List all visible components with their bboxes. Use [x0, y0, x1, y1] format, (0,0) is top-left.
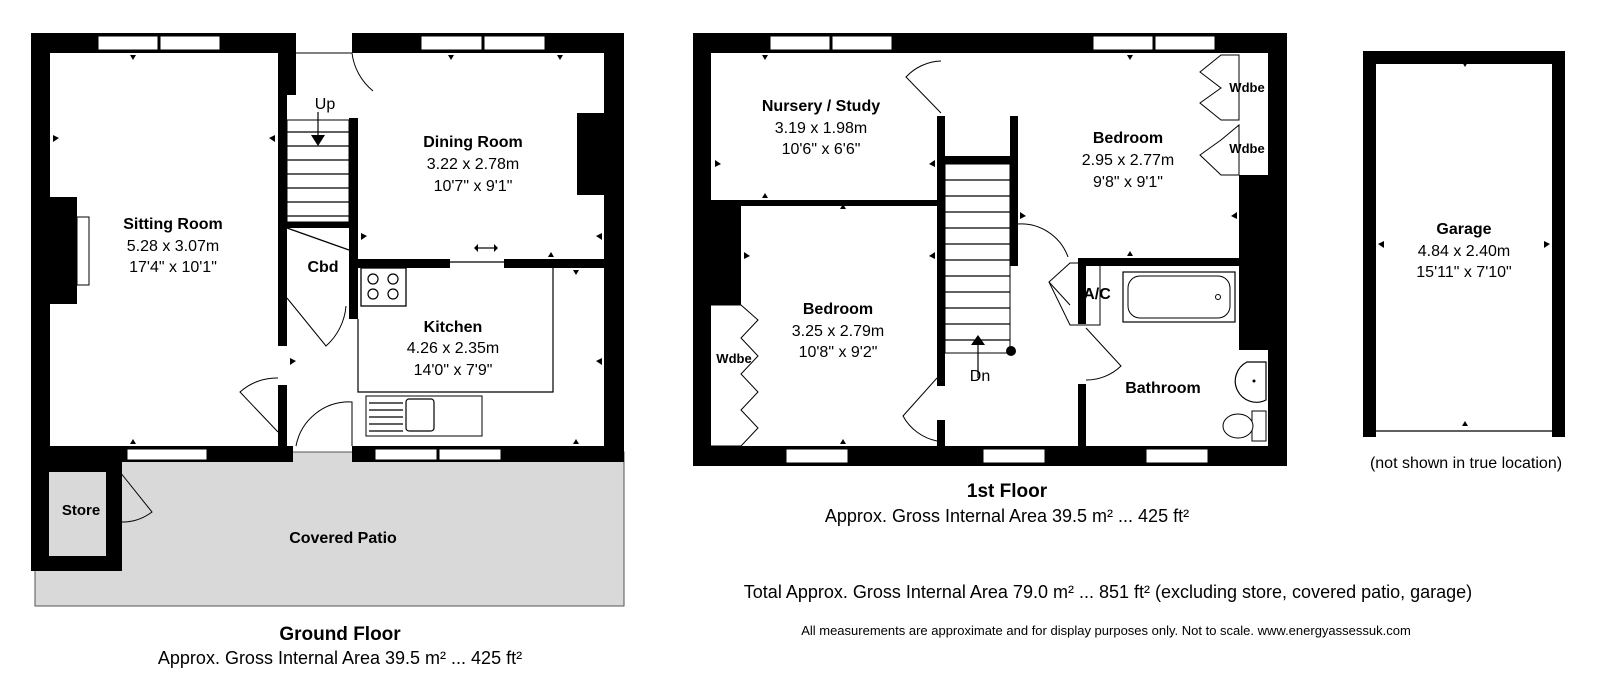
- kitchen-imperial: 14'0" x 7'9": [413, 362, 493, 379]
- nursery-imperial: 10'6" x 6'6": [781, 141, 861, 158]
- garage-metric: 4.84 x 2.40m: [1417, 243, 1511, 260]
- store-label: Store: [61, 502, 101, 519]
- garage-name: Garage: [1436, 221, 1492, 238]
- cbd-label: Cbd: [307, 259, 339, 276]
- dining-room-imperial: 10'7" x 9'1": [433, 178, 513, 195]
- wardrobe-label-3: Wdbe: [716, 351, 752, 366]
- covered-patio-area: [35, 452, 624, 606]
- kitchen-metric: 4.26 x 2.35m: [406, 340, 500, 357]
- stairs-up-label: Up: [314, 96, 336, 113]
- sitting-room-imperial: 17'4" x 10'1": [129, 259, 217, 276]
- wardrobe-label-1: Wdbe: [1229, 80, 1265, 95]
- sitting-room-name: Sitting Room: [123, 216, 223, 233]
- first-floor-area: Approx. Gross Internal Area 39.5 m² ... 425 ft²: [824, 506, 1190, 526]
- ground-floor-plan: [31, 33, 624, 606]
- wardrobe-label-2: Wdbe: [1229, 141, 1265, 156]
- nursery-name: Nursery / Study: [761, 98, 881, 115]
- nursery-metric: 3.19 x 1.98m: [774, 120, 868, 137]
- bedroom-right-name: Bedroom: [1092, 130, 1164, 147]
- sitting-room-metric: 5.28 x 3.07m: [126, 238, 220, 255]
- garage-imperial: 15'11" x 7'10": [1416, 264, 1512, 281]
- stairs-down-label: Dn: [969, 368, 991, 385]
- kitchen-name: Kitchen: [423, 319, 483, 336]
- ground-floor-title: Ground Floor: [279, 624, 401, 645]
- bathroom-name: Bathroom: [1125, 380, 1201, 397]
- dining-room-metric: 3.22 x 2.78m: [426, 156, 520, 173]
- bedroom-right-imperial: 9'8" x 9'1": [1093, 174, 1163, 191]
- ac-label: A/C: [1083, 286, 1111, 303]
- garage-location-note: (not shown in true location): [1369, 455, 1563, 472]
- bedroom-right-metric: 2.95 x 2.77m: [1081, 152, 1175, 169]
- disclaimer-text: All measurements are approximate and for display purposes only. Not to scale. www.energyassessuk.com: [801, 623, 1411, 638]
- bedroom-left-imperial: 10'8" x 9'2": [798, 344, 878, 361]
- total-area-text: Total Approx. Gross Internal Area 79.0 m² ... 851 ft² (excluding store, covered patio, garage): [743, 582, 1473, 602]
- bedroom-left-metric: 3.25 x 2.79m: [791, 323, 885, 340]
- first-floor-title: 1st Floor: [966, 481, 1048, 502]
- covered-patio-label: Covered Patio: [289, 530, 397, 547]
- ground-floor-area: Approx. Gross Internal Area 39.5 m² ... 425 ft²: [157, 648, 523, 668]
- dining-room-name: Dining Room: [423, 134, 523, 151]
- bedroom-left-name: Bedroom: [802, 301, 874, 318]
